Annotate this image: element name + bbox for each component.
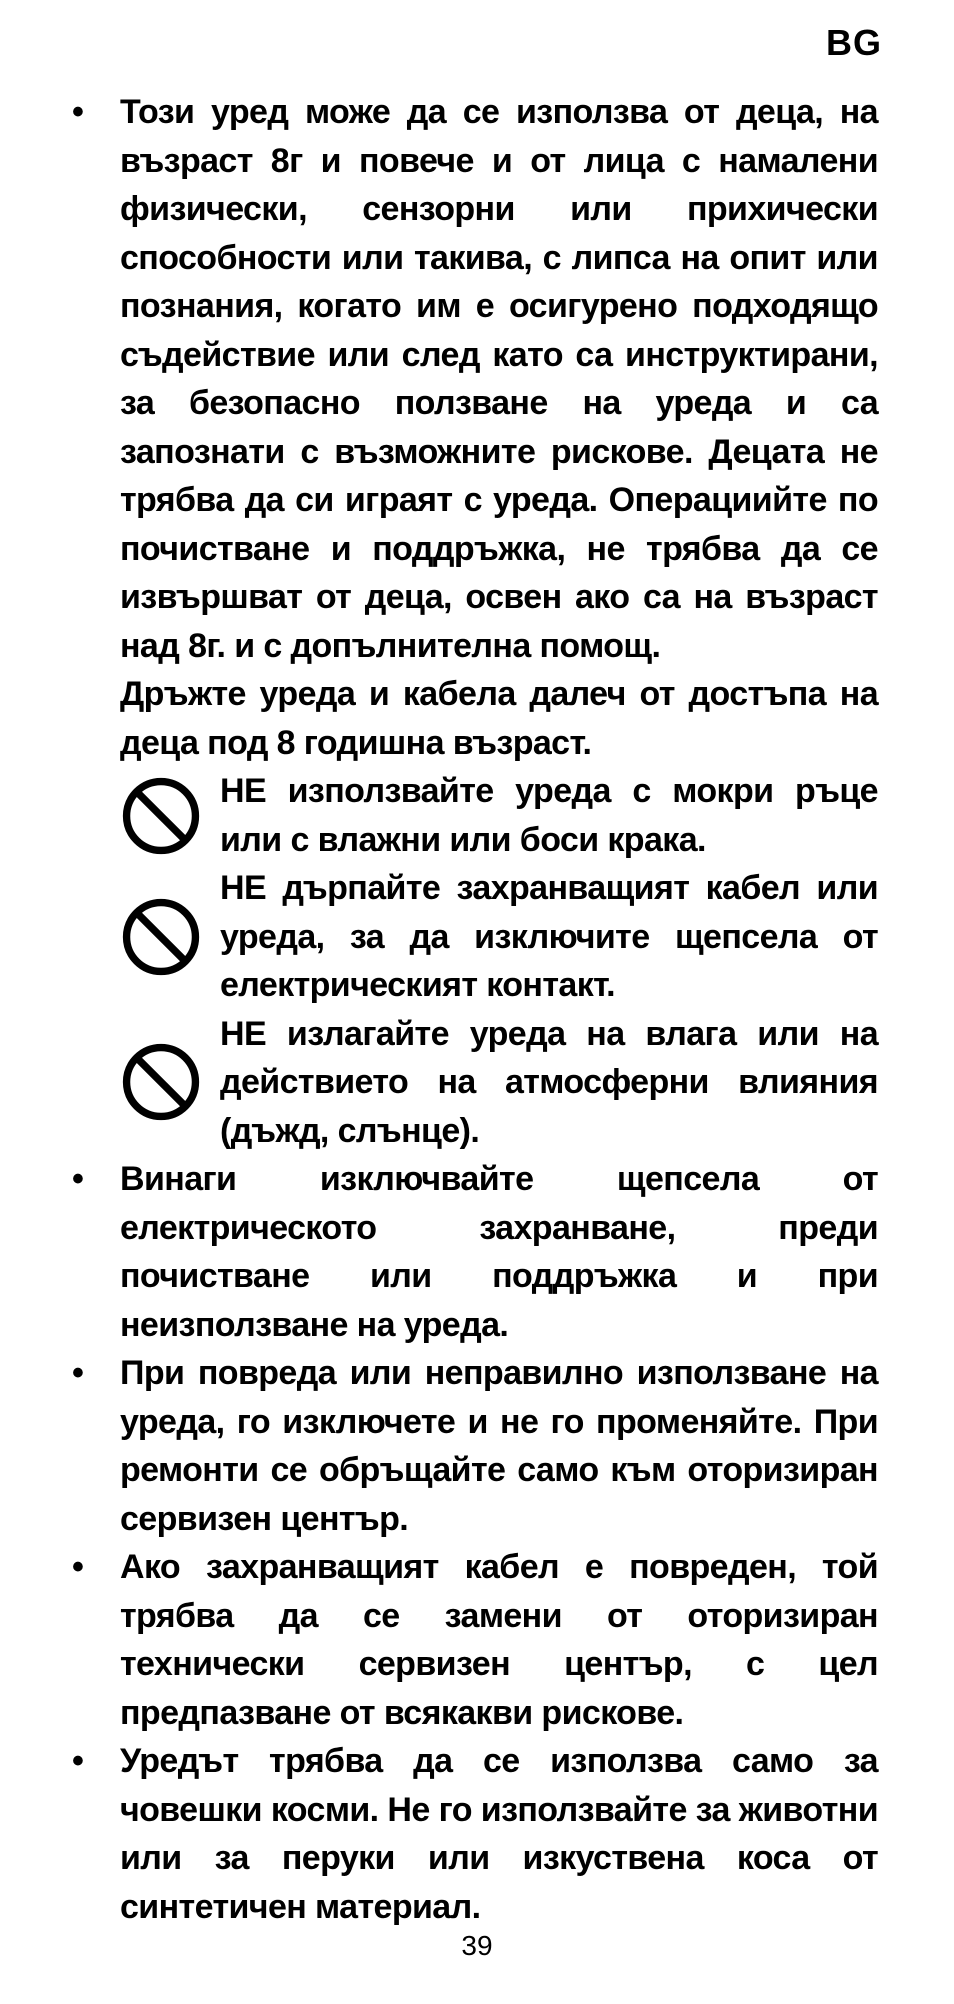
bullet-item-children-use: • Този уред може да се използва от деца, на възраст 8г и повече и от лица с намалени физически, сензорни или прихически способности или такива, с липса на опит или познания, когато им е осигурено подходящо съдействие или след като са инструктирани, за безопасно ползване на уреда и са запознати с възможните рискове. Децата не трябва да си играят с уреда. Операциийте по почистване и поддръжка, не трябва да се извършват от деца, освен ако са на възраст над 8г. и с допълнителна помощ. — [72, 88, 878, 670]
prohibition-icon — [120, 1041, 220, 1123]
bullet-item-damage: • При повреда или неправилно използване на уреда, го изключете и не го променяйте. При ремонти се обръщайте само към оторизиран сервизен център. — [72, 1349, 878, 1543]
bullet-item-cable-replacement: • Ако захранващият кабел е повреден, той трябва да се замени от оторизиран технически сервизен център, с цел предпазване от всякакви рискове. — [72, 1543, 878, 1737]
warning-text: НЕ излагайте уреда на влага или на действието на атмосферни влияния (дъжд, слънце). — [220, 1014, 878, 1150]
warning-wet-hands — [72, 767, 878, 864]
prohibition-icon — [120, 775, 220, 857]
warning-text: НЕ използвайте уреда с мокри ръце или с влажни или боси крака. — [220, 772, 878, 859]
bullet-item-human-hair: • Уредът трябва да се използва само за човешки косми. Не го използвайте за животни или за перуки или изкуствена коса от синтетичен материал. — [72, 1737, 878, 1931]
language-code: BG — [826, 22, 882, 63]
safety-instructions — [72, 88, 878, 1931]
warning-pull-cable — [72, 864, 878, 1010]
prohibition-icon — [120, 896, 220, 978]
warning-text: НЕ дърпайте захранващият кабел или уреда, за да изключите щепсела от електрическият контакт. — [220, 869, 878, 1004]
children-access-note: Дръжте уреда и кабела далеч от достъпа на деца под 8 годишна възраст. — [120, 675, 878, 762]
page-number: 39 — [461, 1930, 493, 1961]
bullet-item-unplug: • Винаги изключвайте щепсела от електрическото захранване, преди почистване или поддръжка и при неизползване на уреда. — [72, 1155, 878, 1349]
warning-moisture — [72, 1010, 878, 1156]
